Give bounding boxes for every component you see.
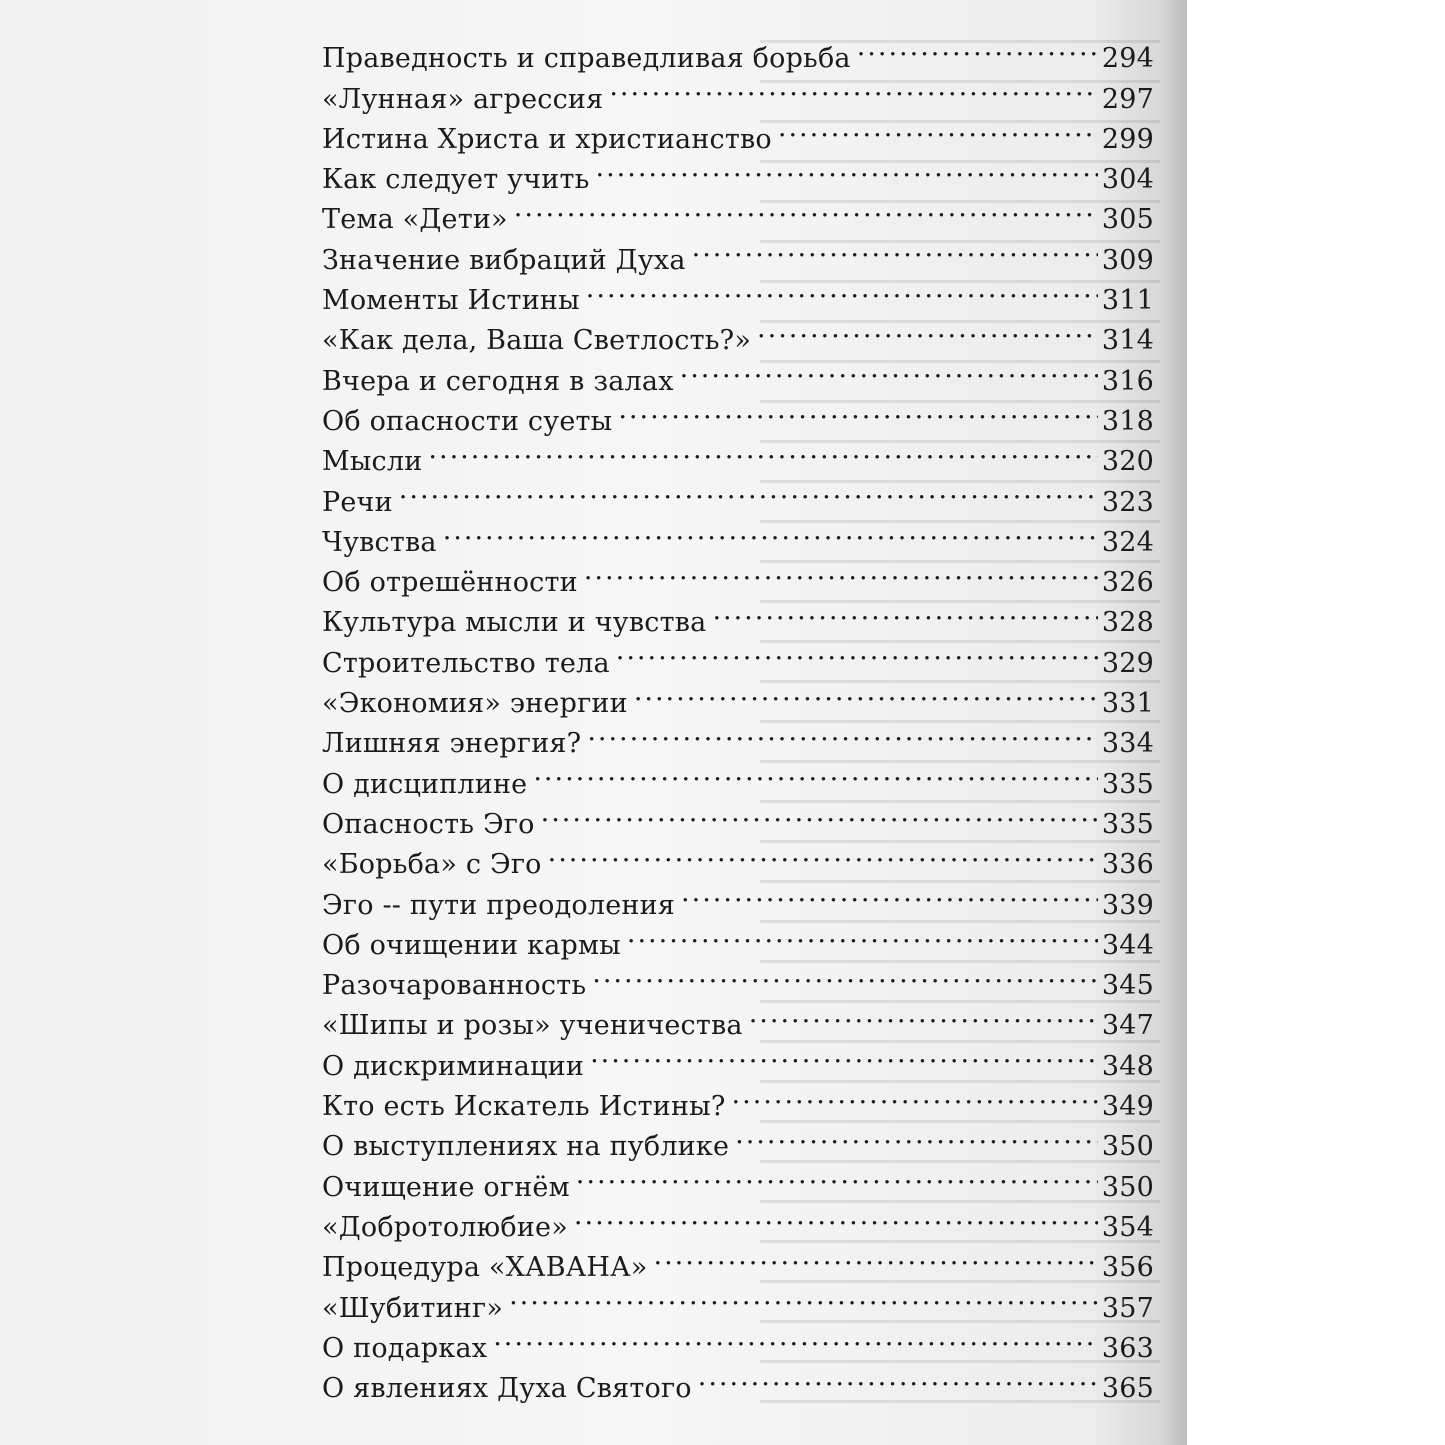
dot-leader [698, 1357, 1098, 1397]
toc-entry-page: 350 [1101, 1171, 1154, 1203]
toc-entry-page: 309 [1101, 244, 1154, 276]
toc-entry-title: «Как дела, Ваша Светлость?» [322, 325, 752, 357]
toc-entry-title: Речи [322, 486, 393, 518]
toc-entry-title: О подарках [322, 1332, 488, 1364]
dot-leader [493, 1317, 1098, 1357]
toc-entry-title: Истина Христа и христианство [322, 123, 772, 155]
toc-entry-page: 339 [1101, 889, 1154, 921]
toc-entry-title: Тема «Дети» [322, 204, 508, 236]
toc-entry-page: 314 [1101, 325, 1154, 357]
toc-entry-page: 318 [1101, 405, 1154, 437]
toc-entry-page: 354 [1101, 1211, 1154, 1243]
dot-leader [616, 631, 1098, 671]
toc-entry-page: 329 [1101, 647, 1154, 679]
toc-entry-title: Лишняя энергия? [322, 728, 582, 760]
toc-entry-page: 334 [1101, 728, 1154, 760]
toc-entry [322, 511, 1154, 558]
table-of-contents [322, 27, 1154, 1405]
dot-leader [533, 752, 1098, 792]
toc-entry-page: 328 [1101, 607, 1154, 639]
dot-leader [712, 591, 1097, 631]
toc-entry-title: Об очищении кармы [322, 929, 621, 961]
toc-entry-page: 294 [1101, 43, 1154, 75]
dot-leader [654, 1236, 1098, 1276]
toc-entry-page: 297 [1101, 83, 1154, 115]
toc-entry-title: Мысли [322, 446, 423, 478]
toc-entry [322, 27, 1154, 75]
dot-leader [574, 1196, 1098, 1236]
toc-entry-title: Моменты Истины [322, 285, 580, 317]
toc-entry-page: 305 [1101, 204, 1154, 236]
toc-entry-title: Как следует учить [322, 164, 590, 196]
toc-entry-title: О выступлениях на публике [322, 1131, 730, 1163]
toc-entry-title: О явлениях Духа Святого [322, 1373, 692, 1405]
toc-entry-page: 316 [1101, 365, 1154, 397]
dot-leader [692, 228, 1098, 268]
toc-entry-title: Разочарованность [322, 970, 587, 1002]
toc-entry-page: 365 [1101, 1373, 1154, 1405]
toc-entry-page: 357 [1101, 1292, 1154, 1324]
toc-entry-title: Чувства [322, 526, 437, 558]
dot-leader [757, 309, 1098, 349]
dot-leader [732, 1075, 1098, 1115]
toc-entry-title: Строительство тела [322, 647, 610, 679]
toc-entry [322, 470, 1154, 518]
dot-leader [609, 67, 1098, 107]
dot-leader [595, 148, 1097, 188]
dot-leader [587, 712, 1098, 752]
dot-leader [443, 511, 1098, 551]
page-edge-shadow [1160, 0, 1187, 1445]
dot-leader [627, 914, 1098, 954]
toc-entry-title: Очищение огнём [322, 1171, 570, 1203]
toc-entry-title: О дисциплине [322, 768, 528, 800]
toc-entry-title: Эго -- пути преодоления [322, 889, 676, 921]
dot-leader [634, 672, 1098, 712]
toc-entry-title: Вчера и сегодня в залах [322, 365, 674, 397]
dot-leader [618, 390, 1098, 430]
toc-entry-title: «Добротолюбие» [322, 1211, 568, 1243]
toc-entry-title: Опасность Эго [322, 808, 535, 840]
toc-entry [322, 430, 1154, 478]
toc-entry-title: «Борьба» с Эго [322, 849, 542, 881]
toc-entry-page: 335 [1101, 768, 1154, 800]
dot-leader [548, 833, 1098, 873]
toc-entry-title: «Экономия» энергии [322, 688, 628, 720]
toc-entry-title: Процедура «ХАВАНА» [322, 1252, 648, 1284]
dot-leader [590, 1034, 1098, 1074]
toc-entry-title: «Лунная» агрессия [322, 83, 604, 115]
dot-leader [399, 470, 1098, 510]
dot-leader [680, 349, 1098, 389]
toc-entry-page: 324 [1101, 526, 1154, 558]
toc-entry-page: 326 [1101, 567, 1154, 599]
toc-entry-page: 299 [1101, 123, 1154, 155]
dot-leader [584, 551, 1098, 591]
dot-leader [509, 1276, 1098, 1316]
toc-entry-page: 304 [1101, 164, 1154, 196]
toc-entry-title: Значение вибраций Духа [322, 244, 686, 276]
dot-leader [541, 793, 1098, 833]
toc-entry-page: 345 [1101, 970, 1154, 1002]
dot-leader [576, 1155, 1098, 1195]
toc-entry-page: 335 [1101, 808, 1154, 840]
toc-entry-title: «Шипы и розы» ученичества [322, 1010, 743, 1042]
toc-entry-page: 336 [1101, 849, 1154, 881]
toc-entry-title: Культура мысли и чувства [322, 607, 707, 639]
dot-leader [428, 430, 1097, 470]
dot-leader [592, 954, 1098, 994]
dot-leader [735, 1115, 1098, 1155]
toc-entry-page: 347 [1101, 1010, 1154, 1042]
toc-entry-title: Кто есть Искатель Истины? [322, 1091, 726, 1123]
toc-entry-page: 363 [1101, 1332, 1154, 1364]
toc-entry-page: 350 [1101, 1131, 1154, 1163]
toc-entry [322, 551, 1154, 599]
toc-entry-page: 320 [1101, 446, 1154, 478]
dot-leader [749, 994, 1098, 1034]
dot-leader [586, 269, 1098, 309]
toc-entry-title: Праведность и справедливая борьба [322, 43, 851, 75]
toc-entry-page: 348 [1101, 1050, 1154, 1082]
toc-entry-page: 323 [1101, 486, 1154, 518]
toc-entry-page: 331 [1101, 688, 1154, 720]
toc-entry-page: 344 [1101, 929, 1154, 961]
toc-entry-page: 356 [1101, 1252, 1154, 1284]
toc-entry-title: О дискриминации [322, 1050, 585, 1082]
toc-entry-title: «Шубитинг» [322, 1292, 504, 1324]
dot-leader [681, 873, 1098, 913]
dot-leader [778, 108, 1098, 148]
dot-leader [514, 188, 1098, 228]
dot-leader [857, 27, 1098, 67]
toc-entry-page: 311 [1101, 285, 1154, 317]
toc-entry-title: Об отрешённости [322, 567, 578, 599]
toc-entry-page: 349 [1101, 1091, 1154, 1123]
toc-entry-title: Об опасности суеты [322, 405, 613, 437]
